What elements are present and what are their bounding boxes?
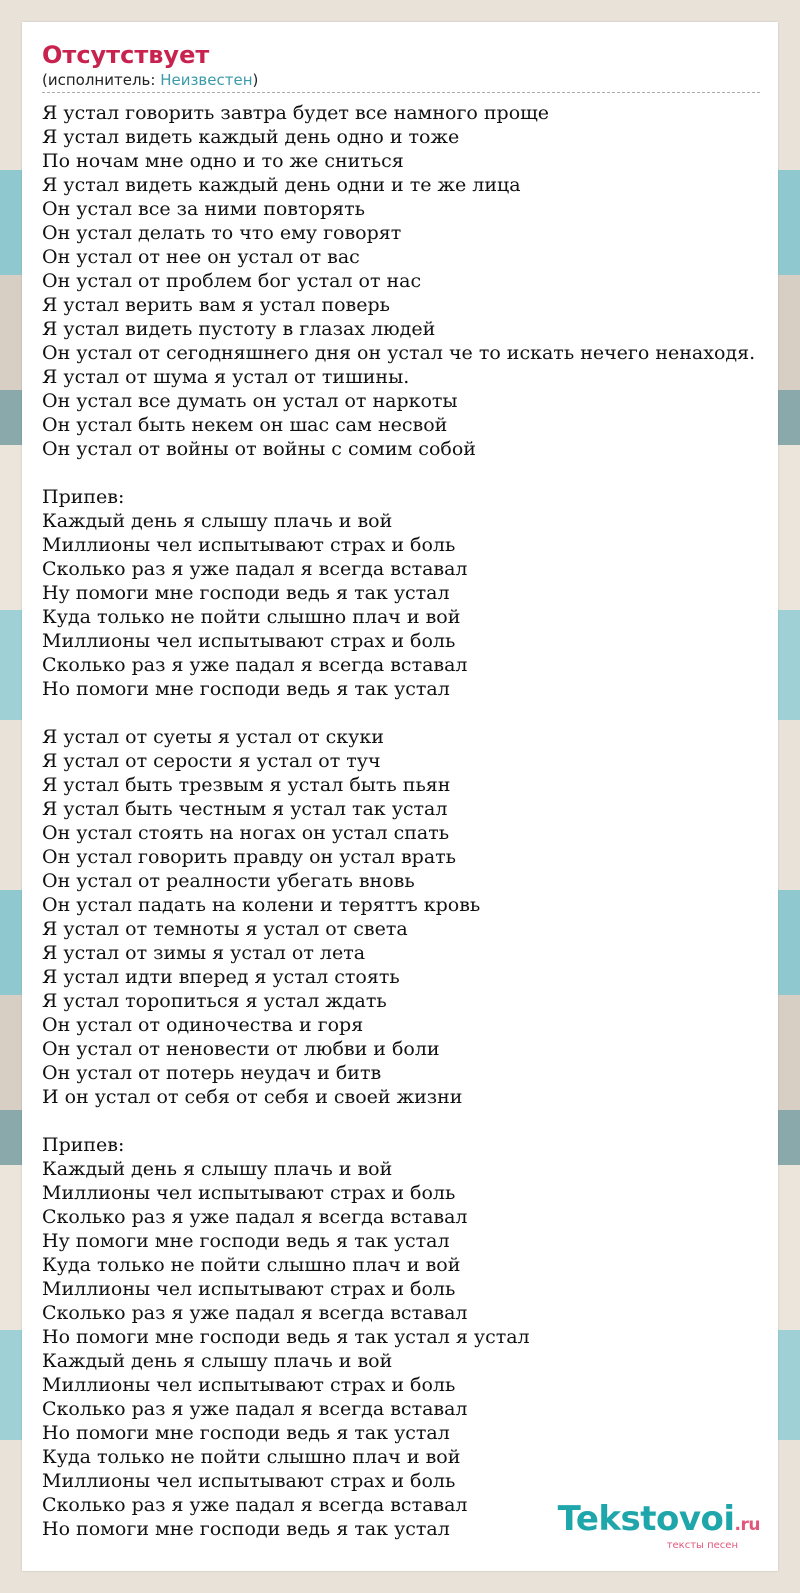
lyric-line: Но помоги мне господи ведь я так устал я устал — [42, 1326, 530, 1348]
lyrics-text — [42, 101, 758, 1541]
lyric-line: Я устал видеть каждый день одно и тоже — [42, 126, 460, 148]
lyric-line: Сколько раз я уже падал я всегда вставал — [42, 1494, 468, 1516]
song-card — [22, 22, 778, 1571]
lyric-line: Он устал от одиночества и горя — [42, 1014, 364, 1036]
lyric-line: Ну помоги мне господи ведь я так устал — [42, 582, 450, 604]
lyric-line: Миллионы чел испытывают страх и боль — [42, 1374, 456, 1396]
lyric-line: Сколько раз я уже падал я всегда вставал — [42, 558, 468, 580]
lyric-line: Он устал падать на колени и теряттъ кровь — [42, 894, 481, 916]
artist-prefix: (исполнитель: — [42, 71, 161, 89]
lyric-line: Я устал идти вперед я устал стоять — [42, 966, 400, 988]
lyric-line: Он устал от проблем бог устал от нас — [42, 270, 422, 292]
lyric-line: Миллионы чел испытывают страх и боль — [42, 1278, 456, 1300]
lyric-line: Я устал видеть пустоту в глазах людей — [42, 318, 436, 340]
stanza-break — [42, 1109, 758, 1133]
lyric-line: Я устал торопиться я устал ждать — [42, 990, 387, 1012]
lyric-line: Я устал видеть каждый день одни и те же лица — [42, 174, 521, 196]
lyric-line: Он устал говорить правду он устал врать — [42, 846, 457, 868]
lyric-line: Он устал делать то что ему говорят — [42, 222, 402, 244]
lyric-line: Но помоги мне господи ведь я так устал — [42, 678, 450, 700]
lyric-line: Куда только не пойти слышно плач и вой — [42, 606, 461, 628]
lyric-line: По ночам мне одно и то же сниться — [42, 150, 404, 172]
lyric-line: Припев: — [42, 1134, 125, 1156]
lyric-line: Он устал от неновести от любви и боли — [42, 1038, 440, 1060]
lyric-line: Я устал быть трезвым я устал быть пьян — [42, 774, 451, 796]
lyric-line: Я устал быть честным я устал так устал — [42, 798, 448, 820]
lyric-line: Куда только не пойти слышно плач и вой — [42, 1446, 461, 1468]
lyric-line: Я устал от зимы я устал от лета — [42, 942, 366, 964]
lyric-line: Он устал стоять на ногах он устал спать — [42, 822, 450, 844]
lyric-line: Сколько раз я уже падал я всегда вставал — [42, 1398, 468, 1420]
lyric-line: Миллионы чел испытывают страх и боль — [42, 1470, 456, 1492]
site-logo[interactable] — [557, 1499, 760, 1551]
lyric-line: Я устал от суеты я устал от скуки — [42, 726, 384, 748]
artist-line — [42, 70, 760, 93]
lyric-line: Он устал быть некем он шас сам несвой — [42, 414, 448, 436]
lyric-line: Миллионы чел испытывают страх и боль — [42, 630, 456, 652]
lyric-line: Он устал от войны от войны с сомим собой — [42, 438, 476, 460]
lyric-line: Миллионы чел испытывают страх и боль — [42, 1182, 456, 1204]
lyric-line: Но помоги мне господи ведь я так устал — [42, 1422, 450, 1444]
logo-tagline: тексты песен — [666, 1540, 738, 1551]
lyric-line: Сколько раз я уже падал я всегда вставал — [42, 654, 468, 676]
lyric-line: Ну помоги мне господи ведь я так устал — [42, 1230, 450, 1252]
lyric-line: Каждый день я слышу плачь и вой — [42, 510, 393, 532]
lyric-line: Каждый день я слышу плачь и вой — [42, 1158, 393, 1180]
lyric-line: Я устал говорить завтра будет все намного проще — [42, 102, 550, 124]
artist-link[interactable]: Неизвестен — [160, 71, 253, 89]
stanza-break — [42, 461, 758, 485]
lyric-line: Я устал от шума я устал от тишины. — [42, 366, 410, 388]
lyric-line: Он устал все думать он устал от наркоты — [42, 390, 458, 412]
lyric-line: Каждый день я слышу плачь и вой — [42, 1350, 393, 1372]
lyric-line: Сколько раз я уже падал я всегда вставал — [42, 1302, 468, 1324]
logo-tld: .ru — [734, 1515, 760, 1535]
lyric-line: Куда только не пойти слышно плач и вой — [42, 1254, 461, 1276]
lyric-line: Но помоги мне господи ведь я так устал — [42, 1518, 450, 1540]
lyric-line: Он устал от нее он устал от вас — [42, 246, 360, 268]
lyric-line: Я устал от серости я устал от туч — [42, 750, 381, 772]
lyric-line: Он устал от реалности убегать вновь — [42, 870, 415, 892]
lyric-line: Он устал все за ними повторять — [42, 198, 365, 220]
lyric-line: Он устал от потерь неудач и битв — [42, 1062, 382, 1084]
artist-suffix: ) — [252, 71, 259, 89]
stanza-break — [42, 701, 758, 725]
lyric-line: И он устал от себя от себя и своей жизни — [42, 1086, 463, 1108]
lyric-line: Я устал от темноты я устал от света — [42, 918, 408, 940]
lyric-line: Миллионы чел испытывают страх и боль — [42, 534, 456, 556]
logo-name: Tekstovoi — [557, 1499, 735, 1539]
song-title: Отсутствует — [42, 41, 210, 69]
lyric-line: Сколько раз я уже падал я всегда вставал — [42, 1206, 468, 1228]
lyric-line: Я устал верить вам я устал поверь — [42, 294, 391, 316]
lyric-line: Он устал от сегодняшнего дня он устал че то искать нечего ненаходя. — [42, 342, 756, 364]
lyric-line: Припев: — [42, 486, 125, 508]
